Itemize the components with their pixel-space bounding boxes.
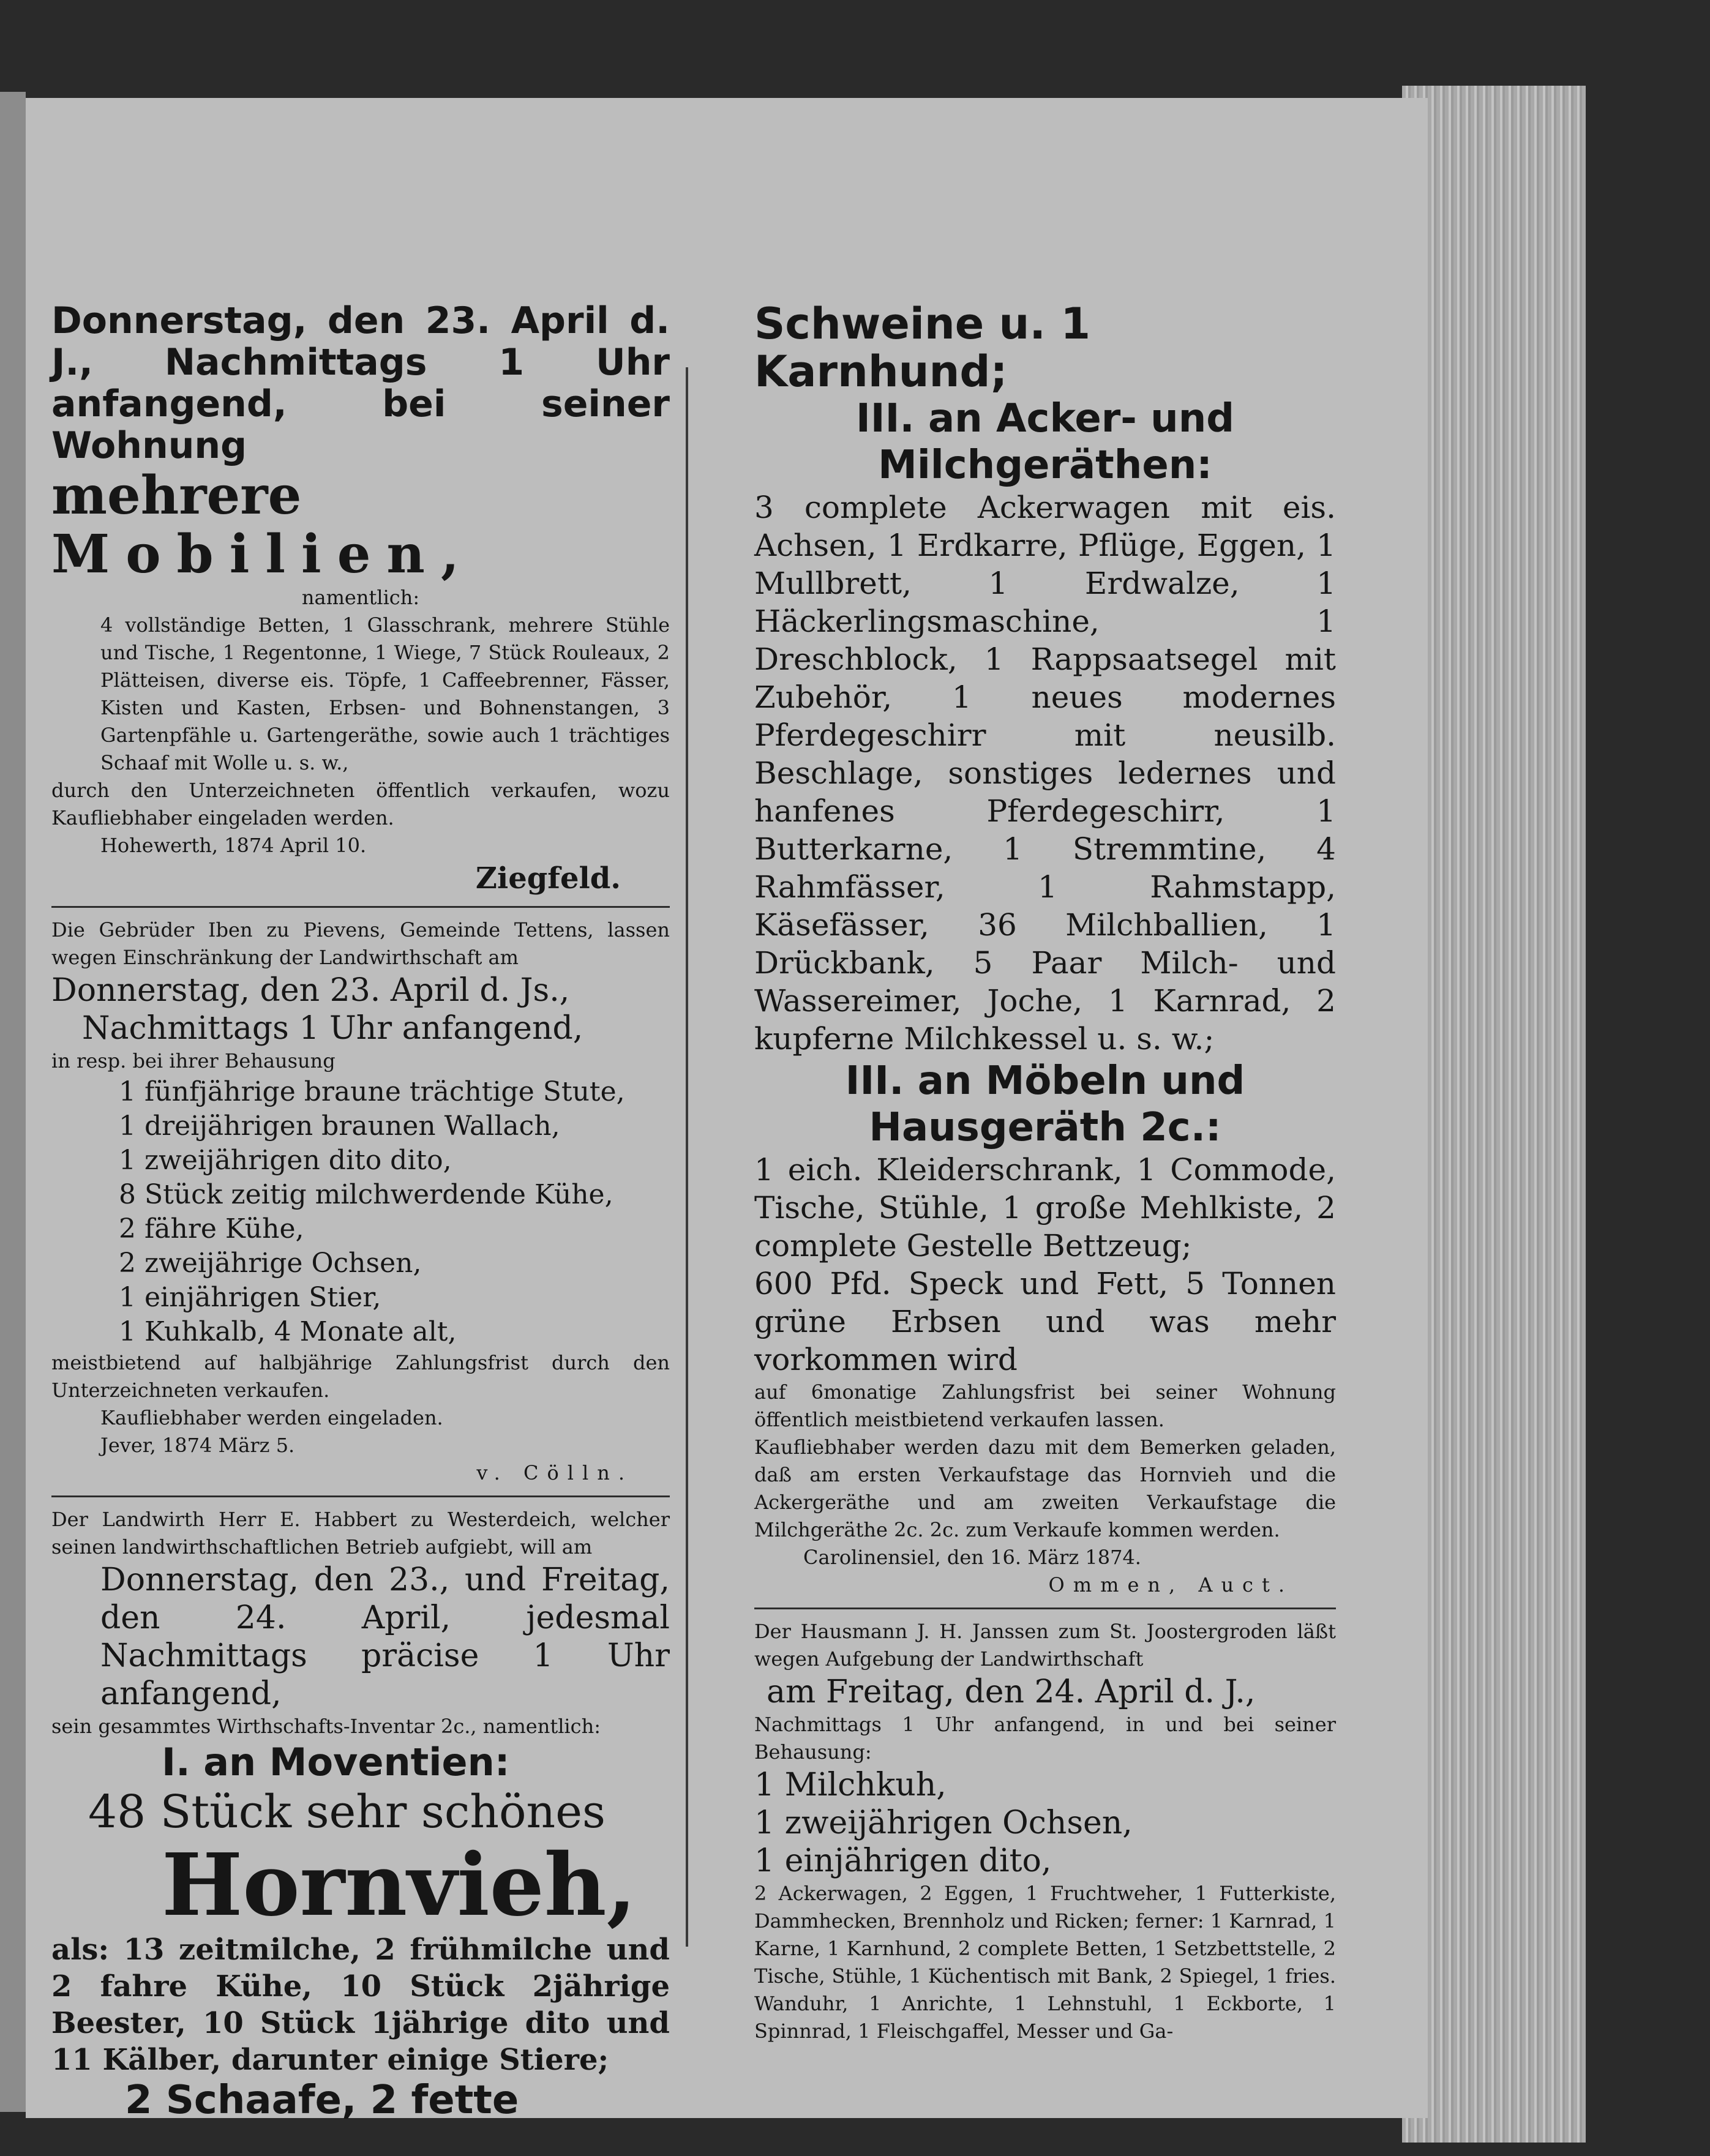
ad-item-list (754, 1766, 1336, 1880)
ad-separator (51, 906, 670, 908)
section-heading: I. an Moventien: (162, 1740, 510, 1784)
ad-heading: Donnerstag, den 23. April d. J., Nachmittags 1 Uhr anfangend, bei seiner Wohnung (51, 299, 670, 467)
section-heading: III. an Acker- und Milchgeräthen: (855, 396, 1235, 488)
ad-place-date: Carolinensiel, den 16. März 1874. (803, 1546, 1141, 1569)
ad-note: Kaufliebhaber werden dazu mit dem Bemerken geladen, daß am ersten Verkaufstage das Hornvieh und die Ackergeräthe und am zweiten Verkaufstage die Milchgeräthe 2c. 2c. zum Verkaufe kommen werden. (754, 1435, 1336, 1541)
ad-closing: meistbietend auf halbjährige Zahlungsfrist durch den Unterzeichneten verkaufen. (51, 1351, 670, 1402)
section-heading: III. an Möbeln und Hausgeräth 2c.: (845, 1058, 1245, 1150)
list-item: 1 zweijährigen Ochsen, (754, 1805, 1133, 1841)
ad-place-date: Hohewerth, 1874 April 10. (100, 834, 367, 857)
ad-huge-word: Hornvieh, (162, 1835, 637, 1936)
ad-body: 4 vollständige Betten, 1 Glasschrank, mehrere Stühle und Tische, 1 Regentonne, 1 Wiege, 7 Stück Rouleaux, 2 Plätteisen, diverse eis. Töpfe, 1 Caffeebrenner, Fässer, Kisten und Kasten, Erbsen- und Bohnenstangen, 3 Gartenpfähle u. Gartengeräthe, sowie auch 1 trächtiges Schaaf mit Wolle u. s. w., (100, 613, 670, 774)
book-page-edges (1402, 86, 1586, 2143)
ad-separator (51, 1495, 670, 1497)
ad-item-list (51, 1075, 670, 1349)
ad-joostergroden (754, 1618, 1336, 2045)
ad-intro: Die Gebrüder Iben zu Pievens, Gemeinde Tettens, lassen wegen Einschränkung der Landwirthschaft am (51, 918, 670, 969)
list-item: 1 zweijährigen dito dito, (119, 1145, 452, 1176)
ad-big-line: 48 Stück sehr schönes (88, 1786, 606, 1838)
right-column (754, 202, 1336, 2045)
ad-closing: durch den Unterzeichneten öffentlich verkaufen, wozu Kaufliebhaber eingeladen werden. (51, 779, 670, 829)
ad-heading-mobilien (51, 466, 670, 584)
list-item: 1 einjährigen Stier, (119, 1282, 381, 1313)
ad-westerdeich (51, 1506, 670, 2122)
adjacent-page-edge (0, 92, 26, 2112)
equipment-list: 3 complete Ackerwagen mit eis. Achsen, 1 Erdkarre, Pflüge, Eggen, 1 Mullbrett, 1 Erdwalze, 1 Häckerlingsmaschine, 1 Dreschblock, 1 Rappsaatsegel mit Zubehör, 1 neues modernes Pferdegeschirr mit neusilb. Beschlage, sonstiges ledernes und hanfenes Pferdegeschirr, 1 Butterkarne, 1 Stremmtine, 4 Rahmfässer, 1 Rahmstapp, Käsefässer, 36 Milchballien, 1 Drückbank, 5 Paar Milch- und Wassereimer, Joche, 1 Karnrad, 2 kupferne Milchkessel u. s. w.; (754, 490, 1336, 1057)
ad-lead: sein gesammtes Wirthschafts-Inventar 2c., namentlich: (51, 1715, 601, 1738)
ad-closing: auf 6monatige Zahlungsfrist bei seiner Wohnung öffentlich meistbietend verkaufen lassen. (754, 1380, 1336, 1431)
newspaper-page (26, 98, 1428, 2123)
list-item: 1 fünfjährige braune trächtige Stute, (119, 1076, 625, 1107)
ad-hohewerth (51, 202, 670, 897)
ad-date: Donnerstag, den 23., und Freitag, den 24. April, jedesmal Nachmittags präcise 1 Uhr anfangend, (100, 1562, 670, 1712)
list-item: 2 fähre Kühe, (119, 1213, 304, 1245)
continued-heading: Schweine u. 1 Karnhund; (754, 299, 1091, 397)
ad-time: Nachmittags 1 Uhr anfangend, in und bei seiner Behausung: (754, 1713, 1336, 1764)
list-item: 1 dreijährigen braunen Wallach, (119, 1110, 560, 1142)
ad-description: als: 13 zeitmilche, 2 frühmilche und 2 fahre Kühe, 10 Stück 2jährige Beester, 10 Stück 1jährige dito und 11 Kälber, darunter einige Stiere; (51, 1933, 670, 2077)
ad-separator (754, 1608, 1336, 1609)
ad-pievens (51, 916, 670, 1487)
ad-signature: v. Cölln. (476, 1461, 633, 1484)
column-divider (686, 367, 688, 1947)
ad-invite: Kaufliebhaber werden eingeladen. (100, 1406, 443, 1429)
ad-date-line2: Nachmittags 1 Uhr anfangend, (82, 1010, 583, 1047)
ad-lead: namentlich: (301, 586, 420, 609)
heading-emphasis: Mobilien, (51, 523, 475, 585)
ad-date-line1: Donnerstag, den 23. April d. Js., (51, 972, 570, 1009)
ad-signature: Ziegfeld. (475, 861, 621, 896)
list-item: 2 zweijährige Ochsen, (119, 1248, 422, 1279)
list-item: 1 Milchkuh, (754, 1767, 947, 1803)
left-column (51, 202, 670, 2122)
ad-date: am Freitag, den 24. April d. J., (767, 1674, 1256, 1710)
furniture-list: 1 eich. Kleiderschrank, 1 Commode, Tische, Stühle, 1 große Mehlkiste, 2 complete Gestelle Bettzeug; (754, 1152, 1336, 1263)
list-item: 8 Stück zeitig milchwerdende Kühe, (119, 1179, 613, 1210)
ad-location: in resp. bei ihrer Behausung (51, 1049, 336, 1072)
list-item: 1 einjährigen dito, (754, 1843, 1052, 1879)
ad-body: 2 Ackerwagen, 2 Eggen, 1 Fruchtweher, 1 Futterkiste, Dammhecken, Brennholz und Ricken; ferner: 1 Karnrad, 1 Karne, 1 Karnhund, 2 complete Betten, 1 Setzbettstelle, 2 Tische, Stühle, 1 Küchentisch mit Bank, 2 Spiegel, 1 fries. Wanduhr, 1 Anrichte, 1 Lehnstuhl, 1 Eckborte, 1 Spinnrad, 1 Fleischgaffel, Messer und Ga- (754, 1882, 1336, 2043)
ad-intro: Der Landwirth Herr E. Habbert zu Westerdeich, welcher seinen landwirthschaftlichen Betrieb aufgiebt, will am (51, 1508, 670, 1559)
ad-last-line: 2 Schaafe, 2 fette (125, 2078, 519, 2123)
ad-signature: Ommen, Auct. (1048, 1573, 1293, 1596)
ad-intro: Der Hausmann J. H. Janssen zum St. Joostergroden läßt wegen Aufgebung der Landwirthschaft (754, 1620, 1336, 1671)
provisions-list: 600 Pfd. Speck und Fett, 5 Tonnen grüne Erbsen und was mehr vorkommen wird (754, 1266, 1336, 1377)
heading-word: mehrere (51, 465, 302, 526)
ad-place-date: Jever, 1874 März 5. (100, 1434, 295, 1457)
list-item: 1 Kuhkalb, 4 Monate alt, (119, 1316, 457, 1347)
